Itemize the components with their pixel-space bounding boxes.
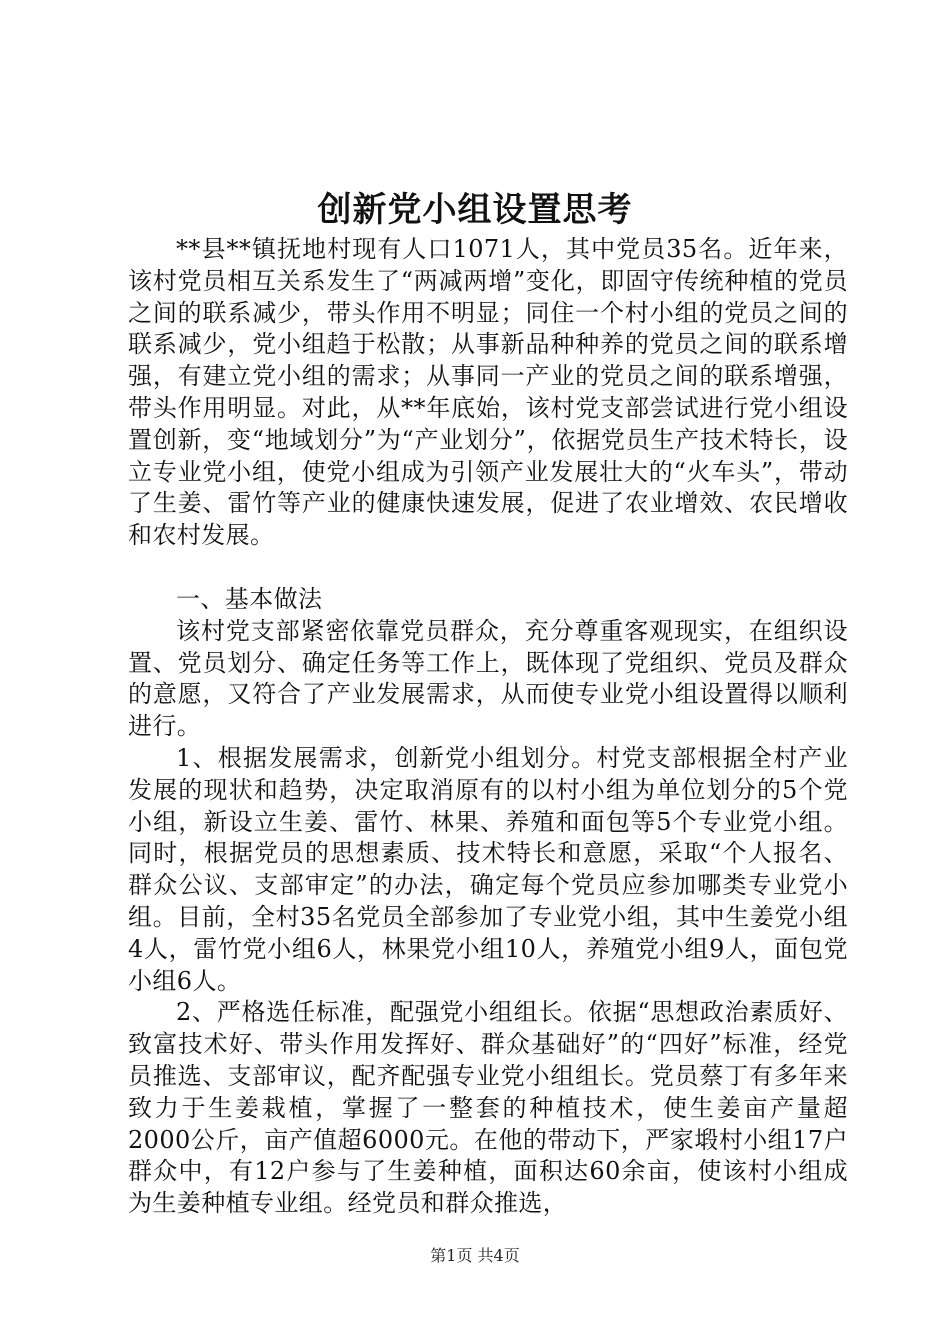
section-heading: 一、基本做法 <box>176 584 323 613</box>
item-2-paragraph: 2、严格选任标准，配强党小组组长。依据“思想政治素质好、致富技术好、带头作用发挥好、群众基础好”的“四好”标准，经党员推选、支部审议，配齐配强专业党小组组长。党员蔡丁有多年来致力于生姜栽植，掌握了一整套的种植技术，使生姜亩产量超2000公斤，亩产值超6000元。在他的带动下，严家塅村小组17户群众中，有12户参与了生姜种植，面积达60余亩，使该村小组成为生姜种植专业组。经党员和群众推选， <box>128 998 848 1218</box>
page-footer: 第1页 共4页 <box>430 1246 520 1265</box>
document-body <box>128 234 848 1220</box>
paragraph-spacer <box>128 552 848 584</box>
section-paragraph: 该村党支部紧密依靠党员群众，充分尊重客观现实，在组织设置、党员划分、确定任务等工作上，既体现了党组织、党员及群众的意愿，又符合了产业发展需求，从而使专业党小组设置得以顺利进行。 <box>128 616 848 741</box>
item-1-paragraph: 1、根据发展需求，创新党小组划分。村党支部根据全村产业发展的现状和趋势，决定取消原有的以村小组为单位划分的5个党小组，新设立生姜、雷竹、林果、养殖和面包等5个专业党小组。同时，根据党员的思想素质、技术特长和意愿，采取“个人报名、群众公议、支部审定”的办法，确定每个党员应参加哪类专业党小组。目前，全村35名党员全部参加了专业党小组，其中生姜党小组4人，雷竹党小组6人，林果党小组10人，养殖党小组9人，面包党小组6人。 <box>128 743 848 995</box>
document-title: 创新党小组设置思考 <box>317 190 633 230</box>
intro-paragraph: **县**镇抚地村现有人口1071人，其中党员35名。近年来，该村党员相互关系发生了“两减两增”变化，即固守传统种植的党员之间的联系减少，带头作用不明显；同住一个村小组的党员之间的联系减少，党小组趋于松散；从事新品种种养的党员之间的联系增强，有建立党小组的需求；从事同一产业的党员之间的联系增强，带头作用明显。对此，从**年底始，该村党支部尝试进行党小组设置创新，变“地域划分”为“产业划分”，依据党员生产技术特长，设立专业党小组，使党小组成为引领产业发展壮大的“火车头”，带动了生姜、雷竹等产业的健康快速发展，促进了农业增效、农民增收和农村发展。 <box>128 235 848 550</box>
